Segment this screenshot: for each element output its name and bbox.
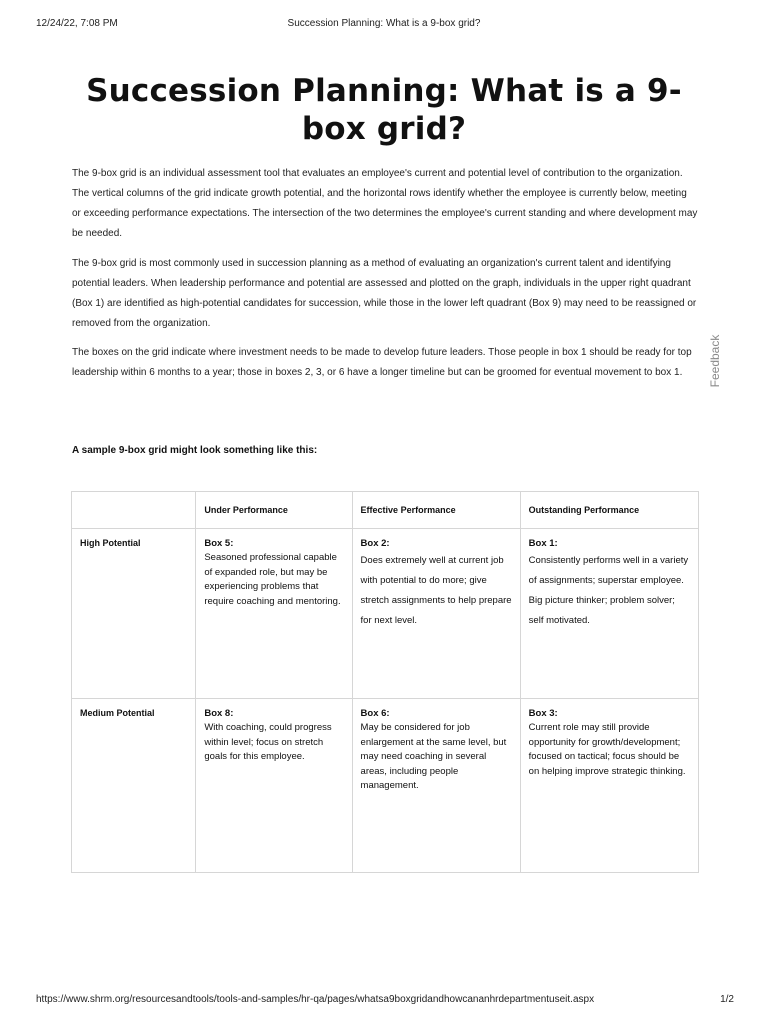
- page-title: Succession Planning: What is a 9-box grid?: [86, 73, 682, 147]
- succession-paragraph: The 9-box grid is most commonly used in succession planning as a method of evaluating an organization's current talent and identifying potential leaders. When leadership performance and potential are assessed and plotted on the graph, individuals in the upper right quadrant (Box 1) are identified as high-potential candidates for succession, while those in the lower left quadrant (Box 9) may need to be reassigned or removed from the organization.: [72, 258, 697, 329]
- grid-cell-box-5: [196, 529, 352, 699]
- box-description: Seasoned professional capable of expanded role, but may be experiencing problems that require coaching and mentoring.: [204, 552, 341, 607]
- box-title: Box 1:: [528, 538, 558, 549]
- box-description: With coaching, could progress within level; focus on stretch goals for this employee.: [204, 722, 332, 762]
- print-date: 12/24/22, 7:08 PM: [36, 18, 118, 29]
- grid-header-under-performance: Under Performance: [196, 492, 352, 529]
- box-title: Box 5:: [204, 538, 234, 549]
- box-title: Box 6:: [360, 708, 390, 719]
- box-description: Does extremely well at current job with potential to do more; give stretch assignments to help prepare for next level.: [360, 555, 512, 626]
- grid-cell-box-8: [196, 699, 352, 873]
- nine-box-grid-table: [71, 491, 699, 873]
- box-description: Current role may still provide opportunity for growth/development; focused on tactical; focus should be on helping improve strategic thinking.: [528, 722, 686, 777]
- box-description: May be considered for job enlargement at the same level, but may need coaching in several areas, including people management.: [360, 722, 507, 791]
- print-page-title: Succession Planning: What is a 9-box grid?: [287, 18, 481, 29]
- row-label-medium-potential: Medium Potential: [72, 699, 196, 873]
- print-footer: [0, 994, 768, 1008]
- box-title: Box 2:: [360, 538, 390, 549]
- grid-header-row: [72, 492, 699, 529]
- grid-cell-box-1: [520, 529, 698, 699]
- investment-paragraph: The boxes on the grid indicate where investment needs to be made to develop future leaders. Those people in box 1 should be ready for top leadership within 6 months to a year; those in boxes 2, 3, or 6 have a longer timeline but can be groomed for eventual movement to box 1.: [72, 347, 692, 378]
- grid-row-high-potential: [72, 529, 699, 699]
- feedback-label: Feedback: [708, 334, 722, 388]
- intro-paragraph: The 9-box grid is an individual assessment tool that evaluates an employee's current and potential level of contribution to the organization. The vertical columns of the grid indicate growth potential, and the horizontal rows identify whether the employee is currently below, meeting or exceeding performance expectations. The intersection of the two determines the employee's current standing and where development may be needed.: [72, 168, 698, 239]
- box-title: Box 8:: [204, 708, 234, 719]
- grid-cell-box-6: [352, 699, 520, 873]
- grid-cell-box-3: [520, 699, 698, 873]
- page-url: https://www.shrm.org/resourcesandtools/tools-and-samples/hr-qa/pages/whatsa9boxgridandhowcananhrdepartmentuseit.aspx: [36, 994, 595, 1005]
- box-title: Box 3:: [528, 708, 558, 719]
- sample-grid-intro: A sample 9-box grid might look something like this:: [72, 445, 318, 456]
- feedback-tab[interactable]: [704, 334, 724, 388]
- row-label-high-potential: High Potential: [72, 529, 196, 699]
- grid-row-medium-potential: [72, 699, 699, 873]
- print-header: [0, 18, 768, 32]
- page-number: 1/2: [720, 994, 734, 1005]
- box-description: Consistently performs well in a variety of assignments; superstar employee. Big picture thinker; problem solver; self motivated.: [528, 555, 689, 626]
- grid-header-effective-performance: Effective Performance: [352, 492, 520, 529]
- grid-header-outstanding-performance: Outstanding Performance: [520, 492, 698, 529]
- grid-cell-box-2: [352, 529, 520, 699]
- grid-header-empty: [72, 492, 196, 529]
